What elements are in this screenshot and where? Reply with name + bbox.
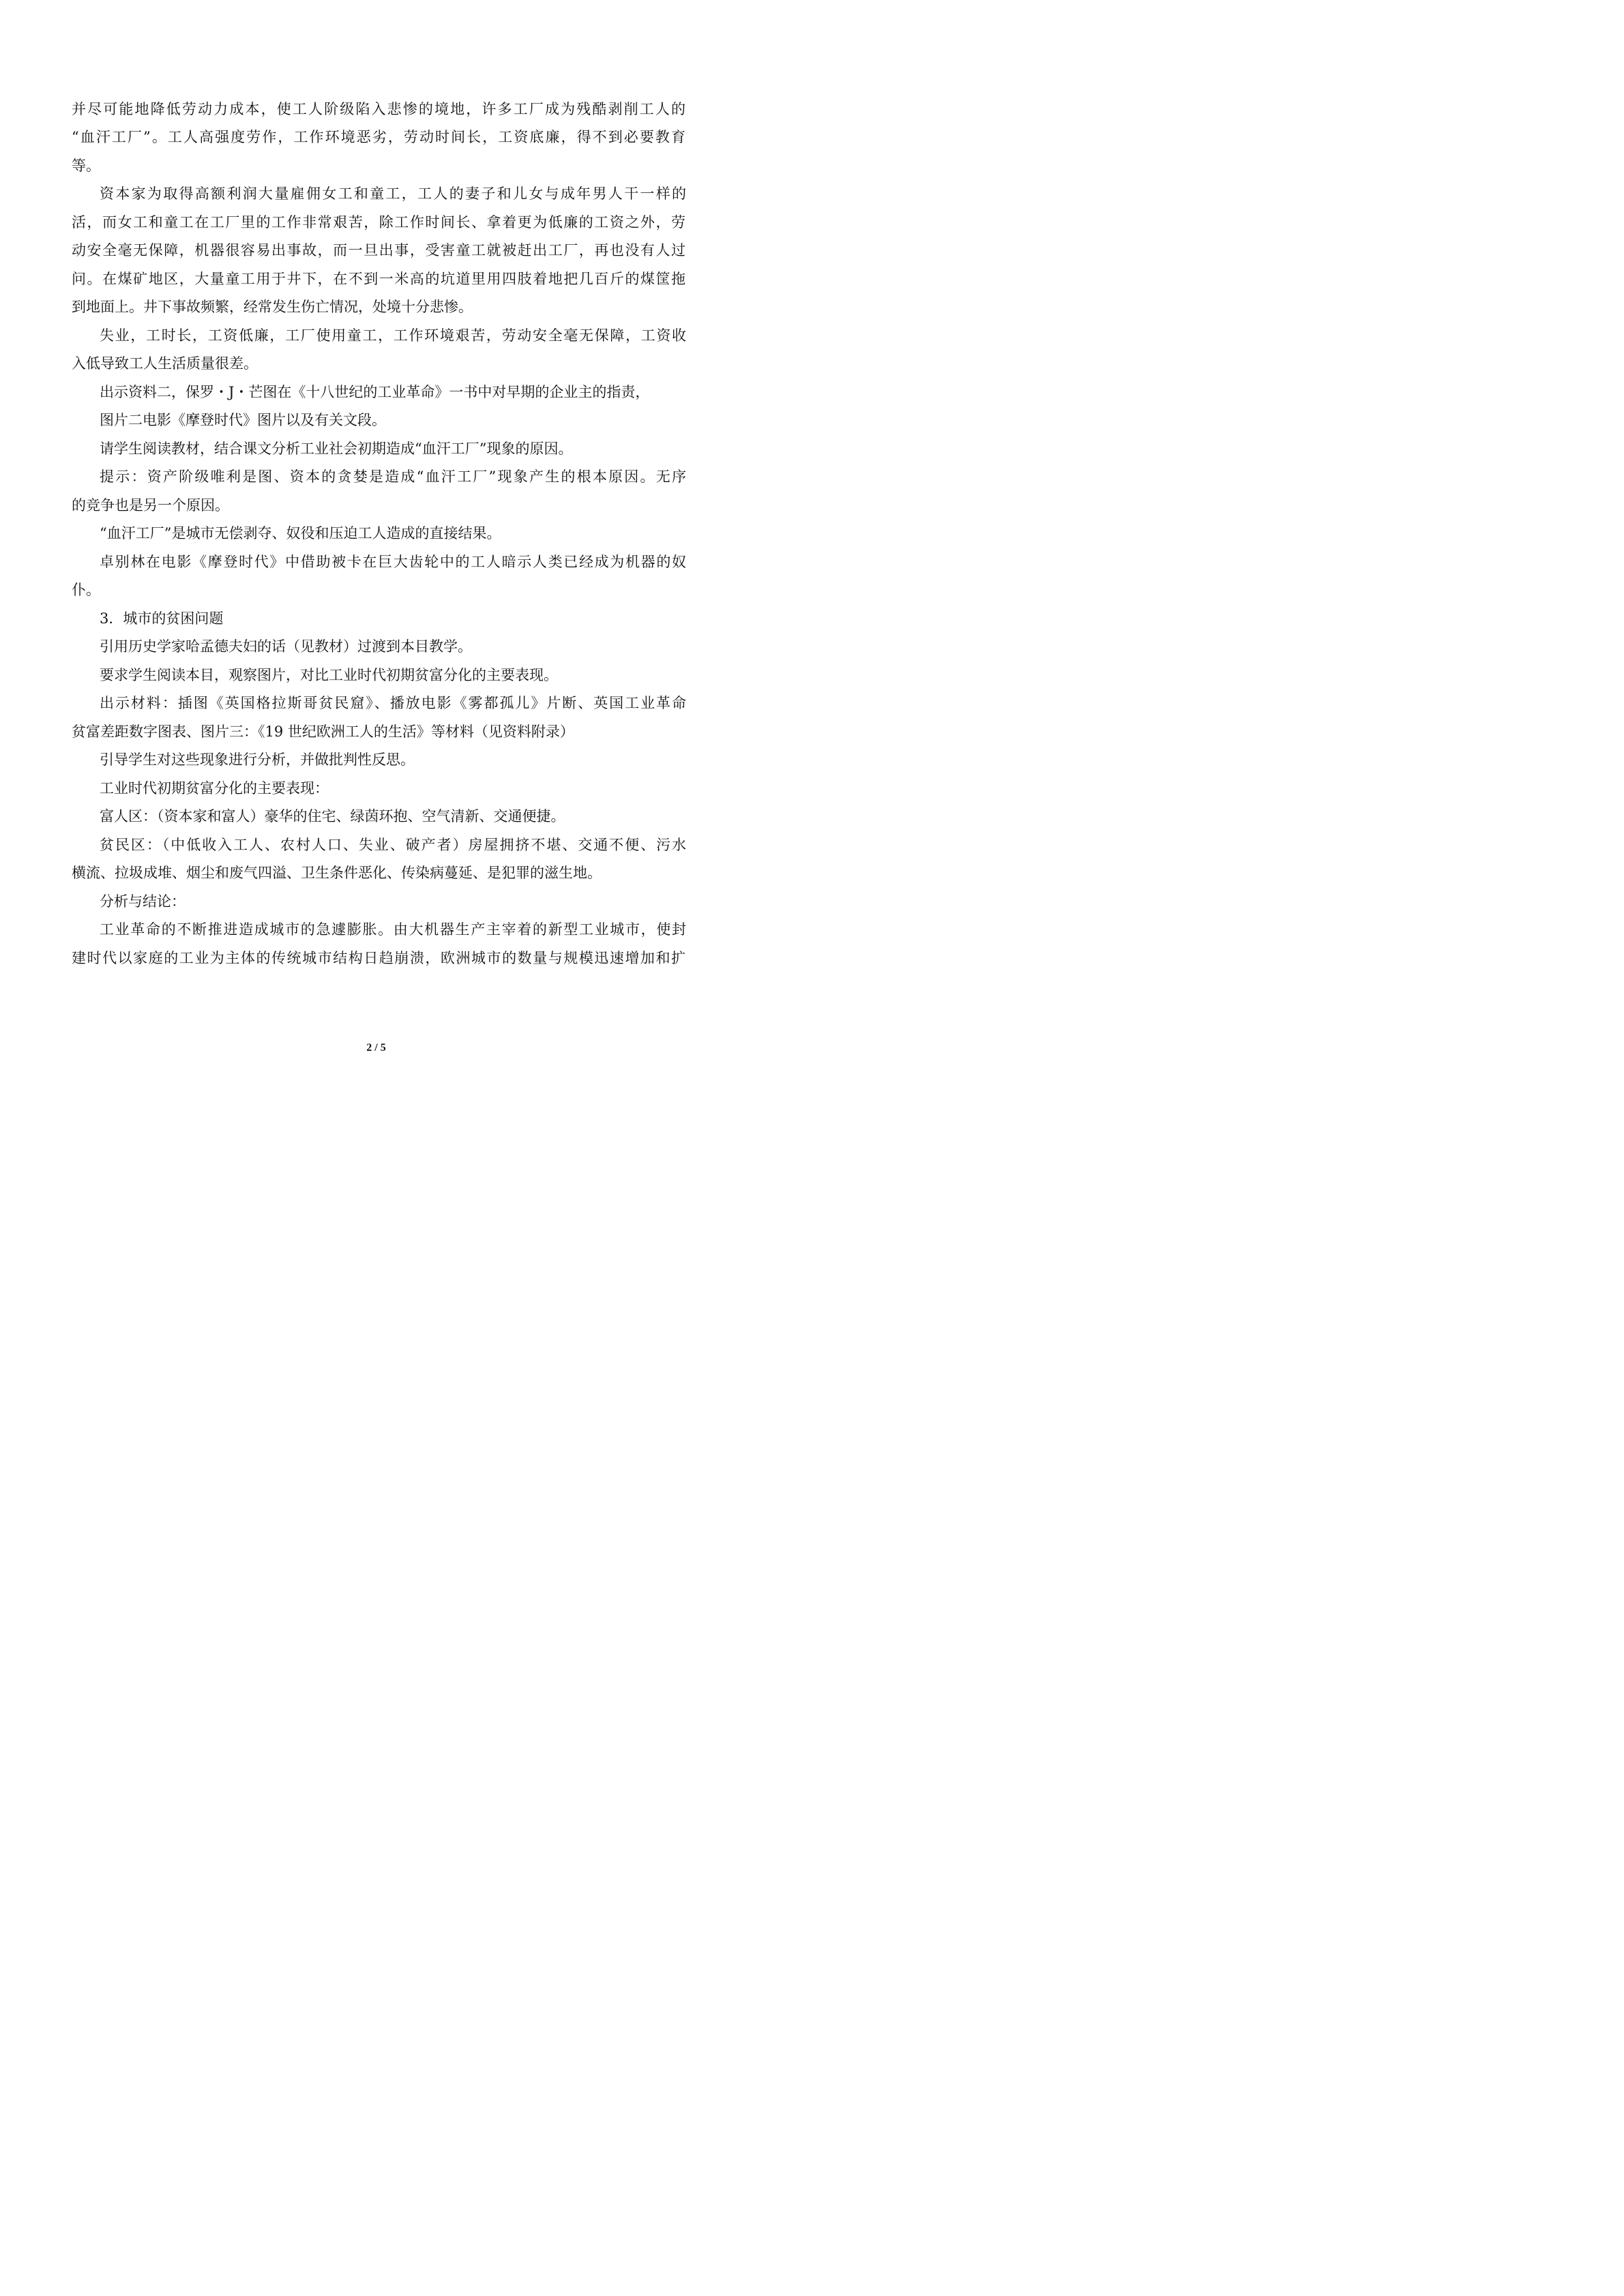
text-line: 横流、拉圾成堆、烟尘和废气四溢、卫生条件恶化、传染病蔓延、是犯罪的滋生地。 [72,865,602,881]
text-line: 活，而女工和童工在工厂里的工作非常艰苦，除工作时间长、拿着更为低廉的工资之外，劳 [72,214,685,230]
section-heading: 3．城市的贫困问题 [100,610,224,627]
text-line: 请学生阅读教材，结合课文分析工业社会初期造成“血汗工厂”现象的原因。 [100,441,573,457]
text-line: 图片二电影《摩登时代》图片以及有关文段。 [100,412,386,428]
text-line: 工业时代初期贫富分化的主要表现： [100,780,329,796]
text-line: 引导学生对这些现象进行分析，并做批判性反思。 [100,751,415,768]
text-line: 贫民区：（中低收入工人、农村人口、失业、破产者）房屋拥挤不堪、交通不便、污水 [100,837,686,853]
text-line: 资本家为取得高额利润大量雇佣女工和童工，工人的妻子和儿女与成年男人干一样的 [100,185,686,202]
text-line: 的竞争也是另一个原因。 [72,497,229,513]
text-line: 仆。 [72,582,100,598]
text-line: 动安全毫无保障，机器很容易出事故，而一旦出事，受害童工就被赶出工厂，再也没有人过 [72,242,685,258]
text-line: 分析与结论： [100,893,186,910]
text-line: 并尽可能地降低劳动力成本，使工人阶级陷入悲惨的境地，许多工厂成为残酷剥削工人的 [72,101,685,117]
text-line: 问。在煤矿地区，大量童工用于井下，在不到一米高的坑道里用四肢着地把几百斤的煤筐拖 [72,271,685,287]
text-line: 等。 [72,158,100,174]
text-line: 富人区：（资本家和富人）豪华的住宅、绿茵环抱、空气清新、交通便捷。 [100,808,565,824]
text-line: 引用历史学家哈孟德夫妇的话（见教材）过渡到本目教学。 [100,638,472,655]
text-line: 提示：资产阶级唯利是图、资本的贪婪是造成“血汗工厂”现象产生的根本原因。无序 [100,468,686,485]
text-line: 工业革命的不断推进造成城市的急遽膨胀。由大机器生产主宰着的新型工业城市，使封 [100,921,686,938]
text-line: 要求学生阅读本目，观察图片，对比工业时代初期贫富分化的主要表现。 [100,667,558,683]
text-line: “血汗工厂”是城市无偿剥夺、奴役和压迫工人造成的直接结果。 [100,525,501,541]
text-line: 到地面上。井下事故频繁，经常发生伤亡情况，处境十分悲惨。 [72,299,473,315]
text-line: 建时代以家庭的工业为主体的传统城市结构日趋崩溃，欧洲城市的数量与规模迅速增加和扩 [72,950,685,966]
text-line: 出示资料二，保罗・J・芒图在《十八世纪的工业革命》一书中对早期的企业主的指责， [100,384,650,400]
text-line: 失业，工时长，工资低廉，工厂使用童工，工作环境艰苦，劳动安全毫无保障，工资收 [100,327,686,344]
document-page [0,0,752,1064]
text-line: 出示材料：插图《英国格拉斯哥贫民窟》、播放电影《雾都孤儿》片断、英国工业革命 [100,695,686,711]
text-line: 卓别林在电影《摩登时代》中借助被卡在巨大齿轮中的工人暗示人类已经成为机器的奴 [100,554,686,570]
page-number: 2 / 5 [366,1042,386,1054]
text-line: “血汗工厂”。工人高强度劳作，工作环境恶劣，劳动时间长，工资底廉，得不到必要教育 [72,129,685,145]
text-line: 贫富差距数字图表、图片三：《19 世纪欧洲工人的生活》等材料（见资料附录） [72,724,574,740]
text-line: 入低导致工人生活质量很差。 [72,355,258,372]
